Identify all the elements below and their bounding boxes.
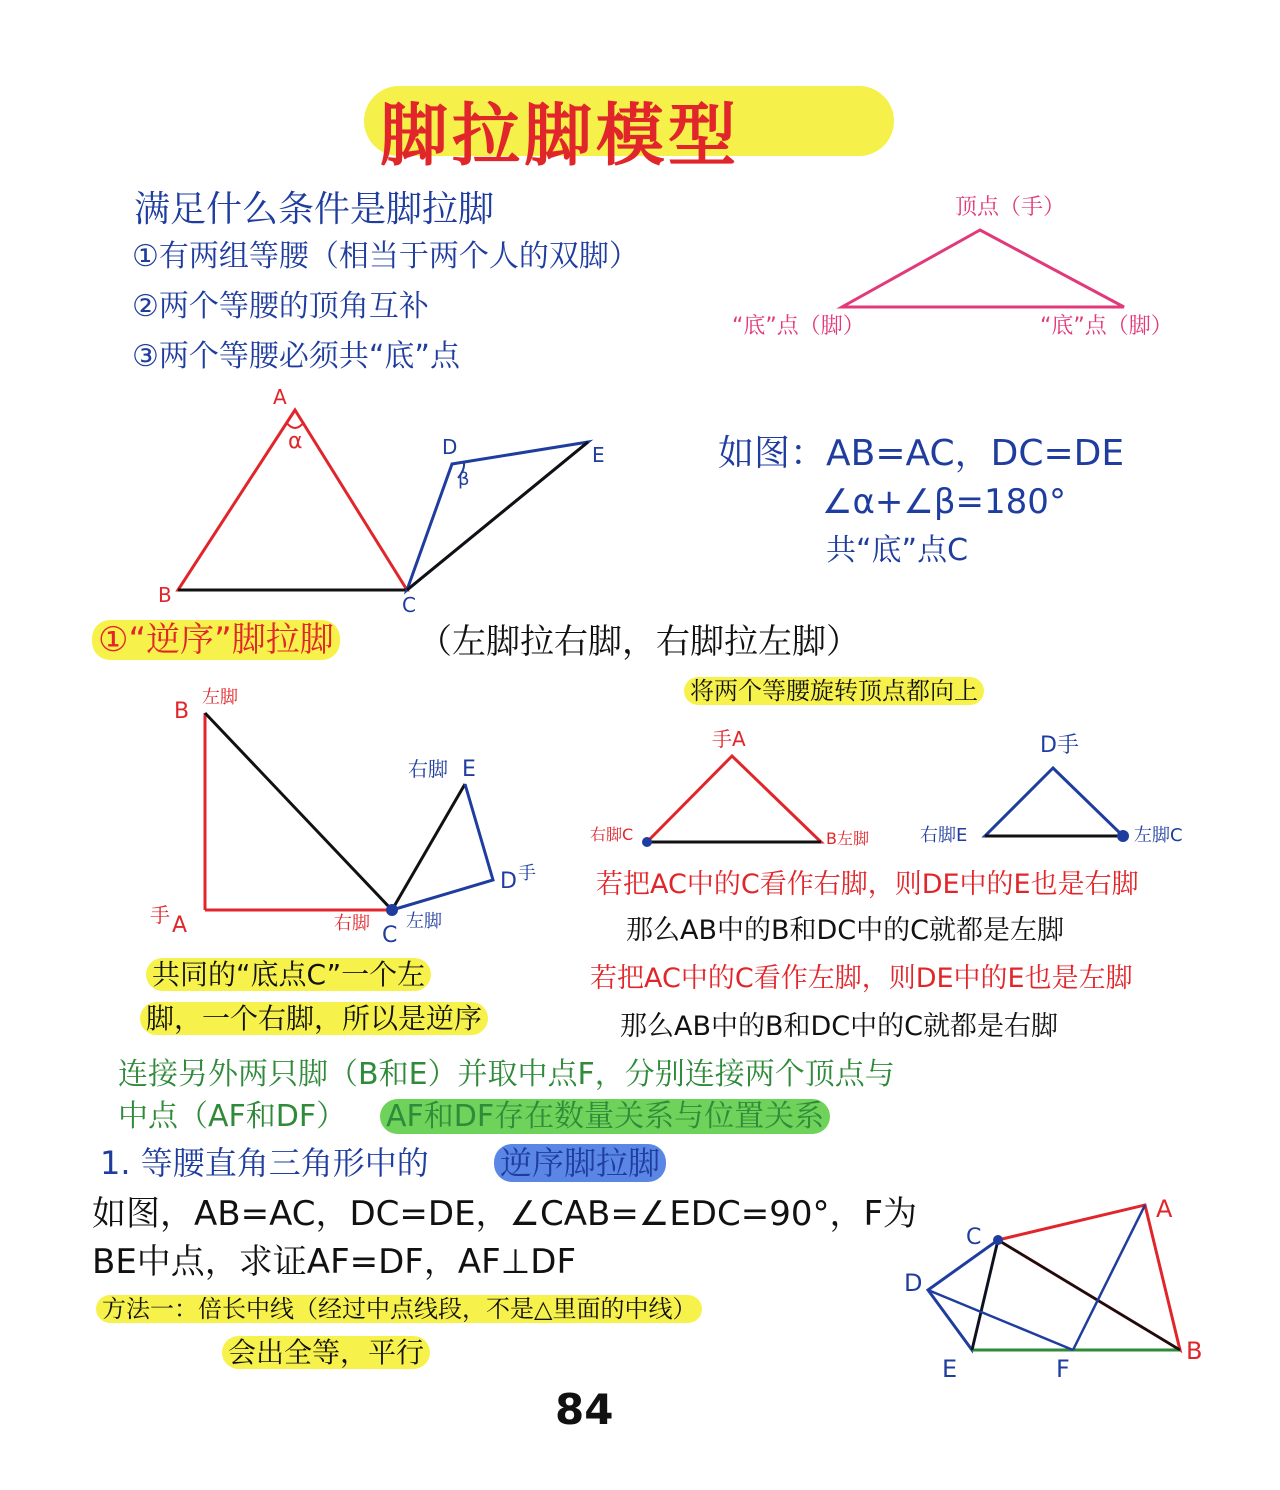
rotated-triangle-left <box>647 756 821 842</box>
fig2-label-D-role: 手 <box>518 863 536 884</box>
fig2-label-A: A <box>172 913 188 938</box>
section1-title-highlight: ①“逆序”脚拉脚 <box>92 622 340 659</box>
problem-triangle-ABC <box>998 1205 1180 1350</box>
method-line2: 会出全等，平行 <box>222 1338 430 1369</box>
problem-statement-line2: BE中点，求证AF=DF，AF⊥DF <box>92 1242 577 1282</box>
fig1-label-A: A <box>273 385 287 409</box>
problem-heading-highlight: 逆序脚拉脚 <box>494 1146 666 1181</box>
fig3-right-left: 右脚E <box>920 825 968 846</box>
case1-line2: 那么AB中的B和DC中的C就都是左脚 <box>626 915 1065 946</box>
fig1-label-C: C <box>402 593 416 617</box>
fig3-right-apex: D手 <box>1040 733 1079 758</box>
fig2-label-C: C <box>382 923 398 948</box>
fig1-label-B: B <box>158 583 172 607</box>
fig3-left-left: 右脚C <box>590 825 634 844</box>
fig3-left-right: B左脚 <box>826 829 869 848</box>
fig3-right-right: 左脚C <box>1134 825 1183 846</box>
fig2-label-B-role: 左脚 <box>202 687 238 708</box>
fig2-note-line1: 共同的“底点C”一个左 <box>146 960 431 991</box>
fig1-label-beta: β <box>458 469 470 490</box>
fig2-label-A-role: 手 <box>150 903 170 927</box>
rotated-left-point-C <box>642 837 652 847</box>
fig1-given-2: ∠α+∠β=180° <box>822 482 1066 522</box>
prob-label-A: A <box>1156 1195 1173 1223</box>
prob-label-E: E <box>942 1355 958 1383</box>
fig2-label-D: D <box>500 869 517 894</box>
page-title: 脚拉脚模型 <box>380 97 741 176</box>
prob-label-C: C <box>966 1225 982 1250</box>
prob-label-B: B <box>1186 1337 1203 1365</box>
fig2-label-C-role-right: 左脚 <box>406 911 442 932</box>
case1-line1: 若把AC中的C看作右脚，则DE中的E也是右脚 <box>596 869 1139 900</box>
segment-AF <box>1073 1205 1145 1350</box>
rotate-note: 将两个等腰旋转顶点都向上 <box>684 678 984 704</box>
fig2-label-E: E <box>462 757 476 782</box>
fig1-label-E: E <box>592 443 605 467</box>
fig1-label-D: D <box>442 435 458 459</box>
segment-CB <box>998 1240 1180 1350</box>
condition-item-2: ②两个等腰的顶角互补 <box>132 289 429 324</box>
prob-label-D: D <box>904 1269 923 1297</box>
connect-line2-highlight: AF和DF存在数量关系与位置关系 <box>380 1100 830 1133</box>
condition-item-1: ①有两组等腰（相当于两个人的双脚） <box>132 239 639 274</box>
rotated-right-point-C <box>1117 830 1129 842</box>
connect-line1: 连接另外两只脚（B和E）并取中点F，分别连接两个顶点与 <box>118 1057 895 1092</box>
fig2-note-line2: 脚，一个右脚，所以是逆序 <box>140 1004 488 1035</box>
base-right-label: “底”点（脚） <box>1040 314 1173 339</box>
conditions-heading: 满足什么条件是脚拉脚 <box>134 189 495 230</box>
connect-line2-plain: 中点（AF和DF） <box>118 1099 347 1134</box>
fig1-given-3: 共“底”点C <box>826 533 969 568</box>
fig2-label-E-role: 右脚 <box>408 757 448 781</box>
fig1-label-alpha: α <box>288 429 303 454</box>
problem-statement-line1: 如图，AB=AC，DC=DE，∠CAB=∠EDC=90°，F为 <box>92 1194 918 1234</box>
segment-BC <box>205 713 392 910</box>
base-left-label: “底”点（脚） <box>732 314 865 339</box>
case2-line2: 那么AB中的B和DC中的C就都是右脚 <box>620 1011 1059 1042</box>
case2-line1: 若把AC中的C看作左脚，则DE中的E也是左脚 <box>590 963 1133 994</box>
problem-point-C <box>993 1235 1003 1245</box>
prob-label-F: F <box>1056 1355 1070 1383</box>
page-number: 84 <box>555 1385 614 1434</box>
rotated-triangle-right <box>985 768 1123 836</box>
segments-EDC <box>392 784 493 910</box>
apex-label: 顶点（手） <box>955 195 1066 220</box>
fig2-label-B: B <box>174 699 190 724</box>
fig1-given-1: 如图：AB=AC，DC=DE <box>718 433 1125 474</box>
point-C <box>386 904 398 916</box>
concept-triangle <box>842 230 1124 307</box>
fig2-label-C-role-left: 右脚 <box>334 913 370 934</box>
condition-item-3: ③两个等腰必须共“底”点 <box>132 339 460 374</box>
fig3-left-apex: 手A <box>712 727 746 751</box>
method-line1: 方法一：倍长中线（经过中点线段，不是△里面的中线） <box>96 1296 702 1322</box>
section1-title-rest: （左脚拉右脚，右脚拉左脚） <box>418 622 860 662</box>
problem-heading-plain: 1. 等腰直角三角形中的 <box>100 1144 429 1182</box>
